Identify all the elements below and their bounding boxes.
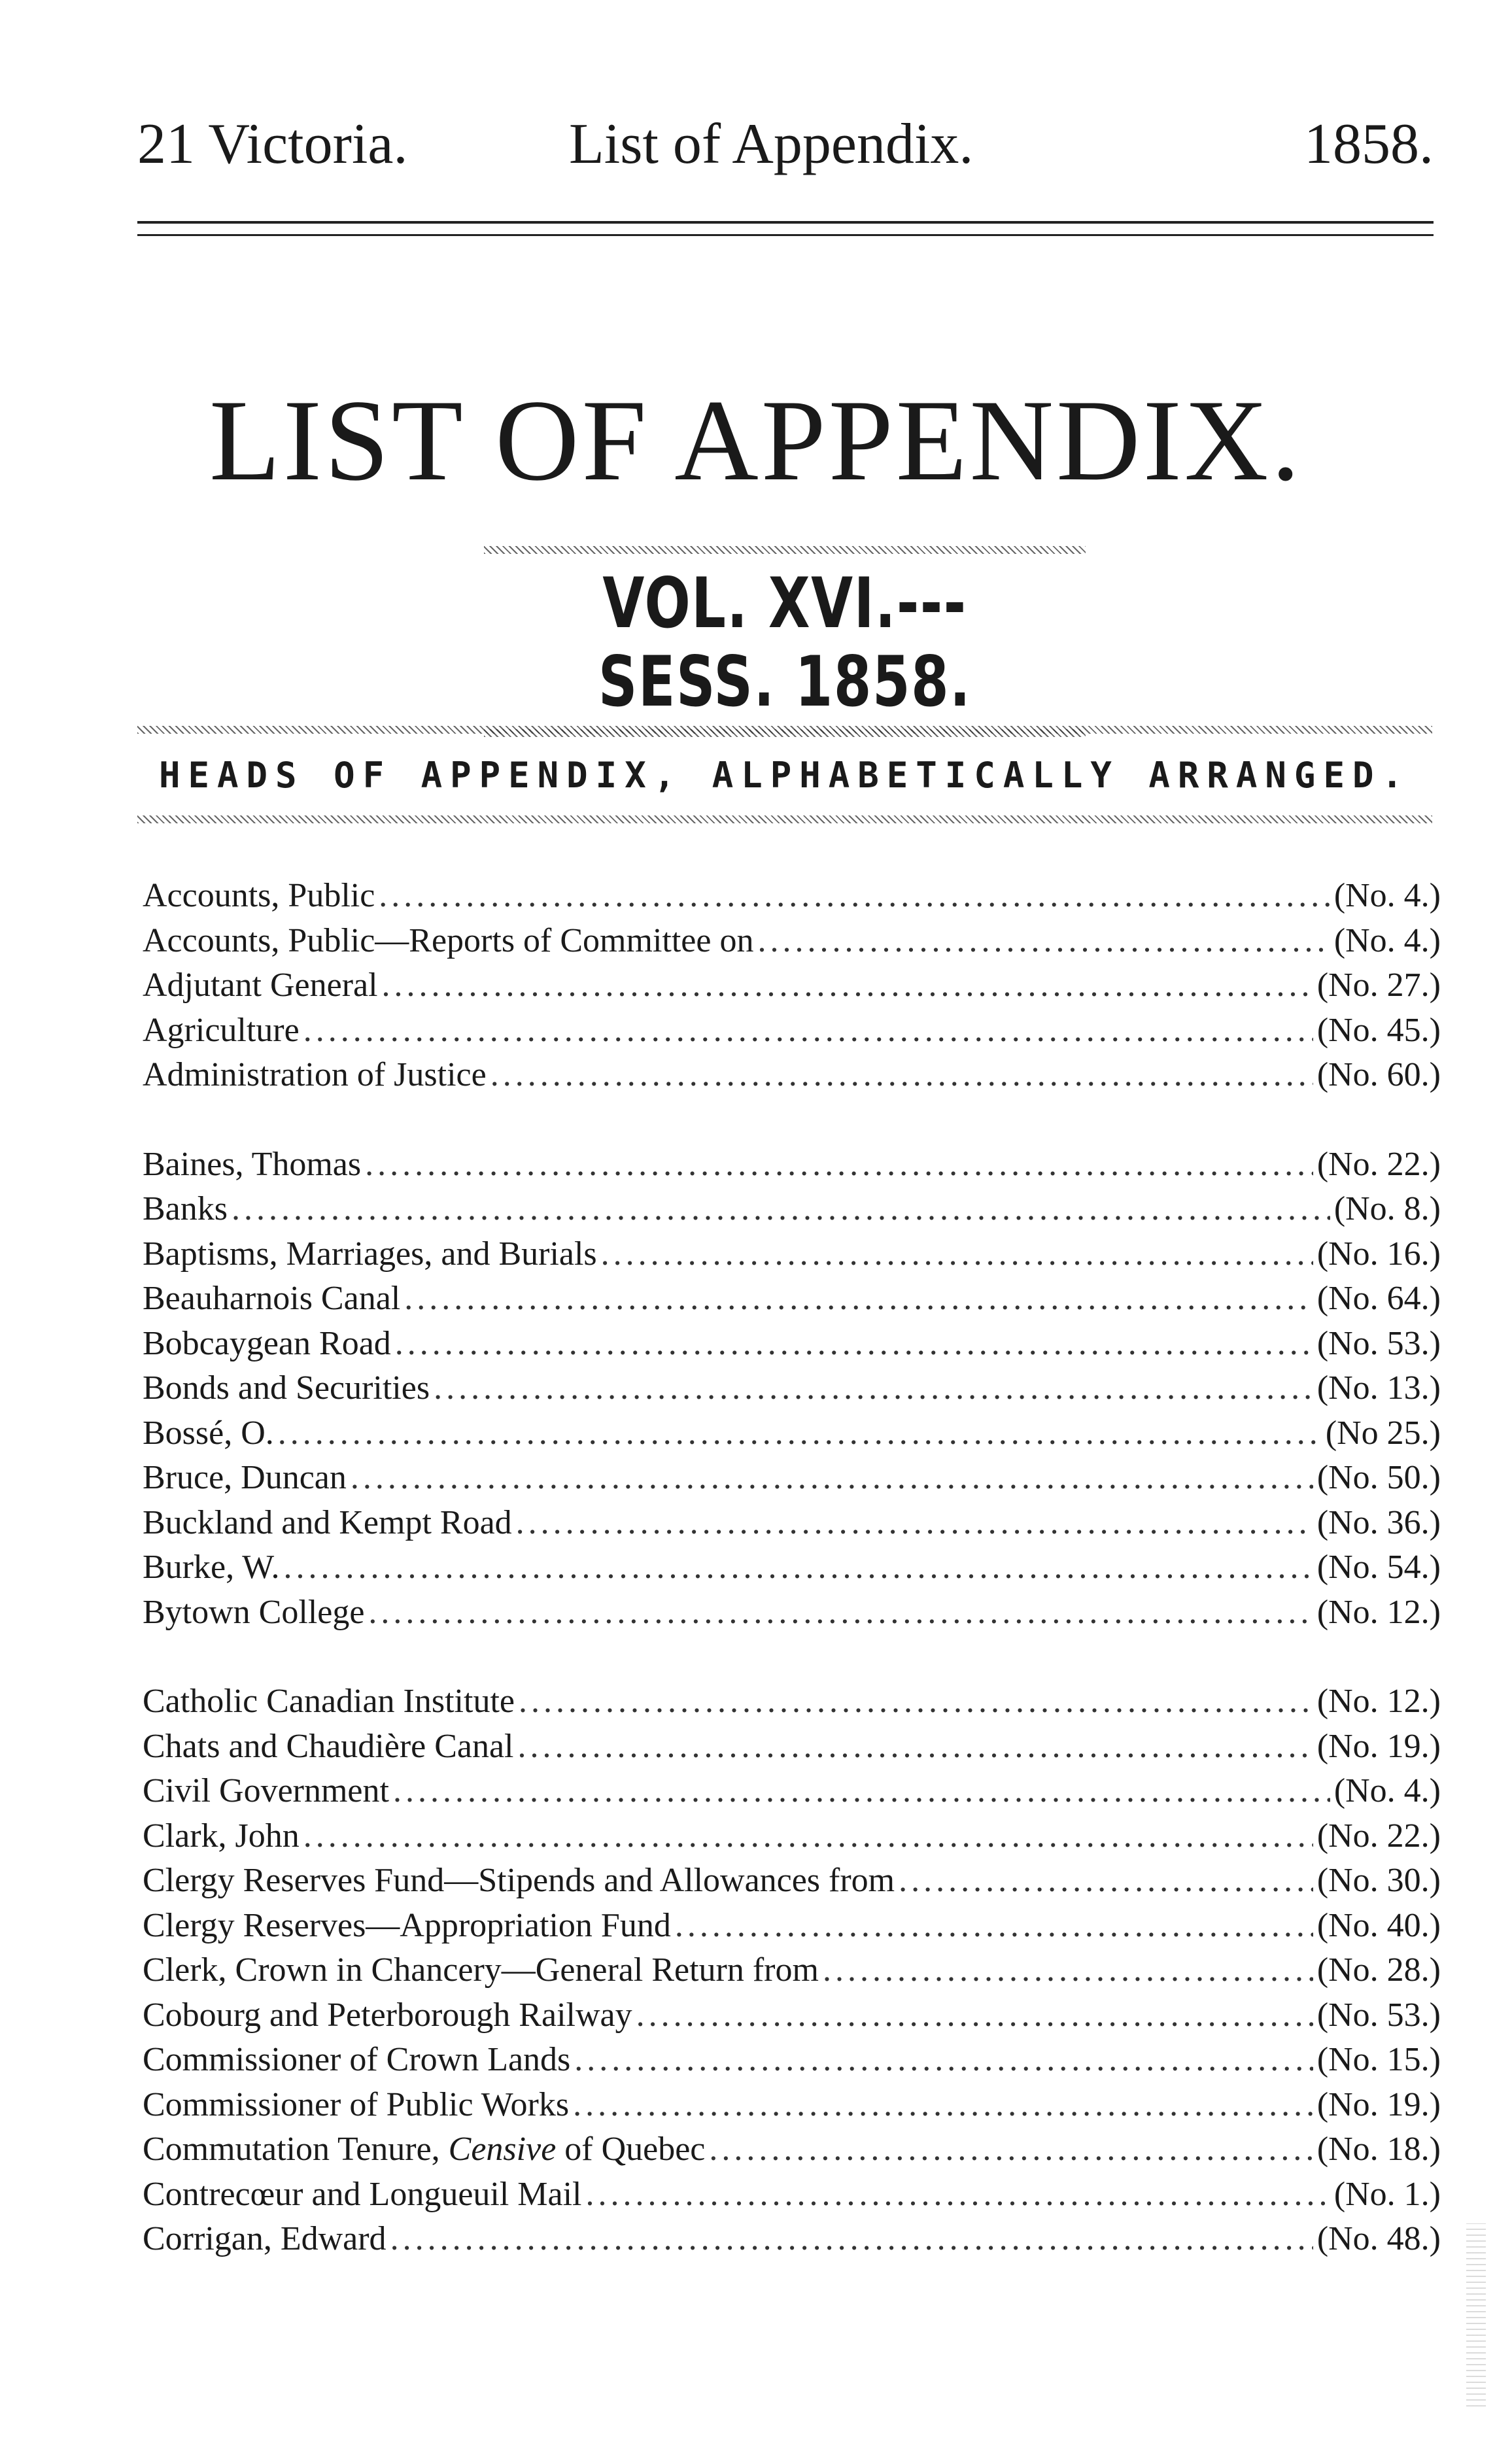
entry-reference: (No. 54.): [1316, 1549, 1441, 1586]
entry-label-text: Corrigan, Edward: [143, 2220, 387, 2257]
dot-leader: [393, 1772, 1330, 1810]
entry-label-text: Clergy Reserves—Appropriation Fund: [143, 1906, 671, 1944]
header-double-rule: [137, 221, 1434, 236]
entry-label-text: Clergy Reserves Fund—Stipends and Allowances from: [143, 1862, 895, 1899]
entry-label-text: Burke, W.: [143, 1549, 280, 1586]
entry-reference: (No. 60.): [1316, 1056, 1441, 1093]
entry-reference: (No. 12.): [1316, 1593, 1441, 1631]
index-entry: [143, 2085, 1441, 2131]
entry-label: [143, 1772, 389, 1810]
index-entry: [143, 921, 1441, 967]
wavy-rule-top: [137, 726, 1432, 734]
index-entry: [143, 1011, 1441, 1056]
entry-label-text: Banks: [143, 1190, 228, 1227]
entry-label: [143, 1727, 514, 1766]
dot-leader: [899, 1861, 1313, 1900]
entry-reference: (No. 4.): [1333, 1772, 1441, 1809]
entry-label: [143, 1414, 274, 1452]
entry-label: [143, 1593, 364, 1632]
entry-reference: (No. 53.): [1316, 1996, 1441, 2034]
page-title: LIST OF APPENDIX.: [209, 375, 1303, 505]
entry-label-text: Contrecœur and Longueuil Mail: [143, 2175, 582, 2213]
scan-artifact: [1466, 2223, 1486, 2406]
dot-leader: [519, 1682, 1313, 1721]
index-entry: [143, 1951, 1441, 1996]
dot-leader: [379, 876, 1330, 915]
dot-leader: [709, 2130, 1313, 2168]
entry-reference: (No. 8.): [1333, 1190, 1441, 1227]
entry-label-text: Agriculture: [143, 1011, 300, 1049]
volume-heading: VOL. XVI.---SESS. 1858.: [598, 563, 972, 722]
entry-reference: (No. 16.): [1316, 1235, 1441, 1273]
index-entry: [143, 1279, 1441, 1324]
heads-banner: [137, 726, 1432, 823]
index-group: [143, 1682, 1441, 2265]
entry-label-text: Bruce, Duncan: [143, 1459, 347, 1496]
index-entry: [143, 1235, 1441, 1280]
entry-label: [143, 1682, 515, 1721]
index-entry: [143, 1906, 1441, 1951]
dot-leader: [573, 2085, 1313, 2124]
entry-reference: (No. 19.): [1316, 2085, 1441, 2123]
entry-label: [143, 1503, 512, 1542]
dot-leader: [232, 1190, 1330, 1228]
entry-label: [143, 966, 378, 1004]
entry-reference: (No. 12.): [1316, 1683, 1441, 1720]
entry-label: [143, 1324, 391, 1363]
header-year: 1858.: [1304, 112, 1434, 176]
index-entry: [143, 2130, 1441, 2175]
dot-leader: [283, 1548, 1313, 1586]
entry-reference: (No 25.): [1325, 1414, 1441, 1452]
index-entry: [143, 1996, 1441, 2041]
entry-label-text: Accounts, Public: [143, 877, 375, 914]
index-entry: [143, 1548, 1441, 1593]
entry-reference: (No. 4.): [1333, 921, 1441, 959]
dot-leader: [490, 1055, 1313, 1094]
entry-label-text: Clerk, Crown in Chancery—General Return from: [143, 1951, 819, 1989]
entry-reference: (No. 36.): [1316, 1503, 1441, 1541]
entry-label-suffix: of Quebec: [556, 2131, 706, 2168]
index-group: [143, 1145, 1441, 1638]
entry-label-text: Bytown College: [143, 1593, 365, 1631]
entry-label: [143, 1996, 632, 2034]
entry-label: [143, 1548, 279, 1586]
entry-reference: (No. 28.): [1316, 1951, 1441, 1989]
entry-label-text: Catholic Canadian Institute: [143, 1683, 515, 1720]
entry-reference: (No. 45.): [1316, 1011, 1441, 1049]
entry-label: [143, 1951, 819, 1989]
entry-label-text: Administration of Justice: [143, 1056, 487, 1093]
entry-label: [143, 1458, 347, 1497]
index-entry: [143, 876, 1441, 921]
index-entry: [143, 1414, 1441, 1459]
entry-reference: (No. 22.): [1316, 1817, 1441, 1855]
entry-reference: (No. 48.): [1316, 2220, 1441, 2257]
index-entry: [143, 1727, 1441, 1772]
index-entry: [143, 1772, 1441, 1817]
dot-leader: [757, 921, 1330, 960]
entry-label-text: Bobcaygean Road: [143, 1324, 391, 1362]
index-entry: [143, 1593, 1441, 1638]
header-regnal-year: 21 Victoria.: [137, 112, 408, 176]
index-entry: [143, 1190, 1441, 1235]
volume-block: [484, 546, 1086, 737]
entry-reference: (No. 30.): [1316, 1862, 1441, 1899]
index-entry: [143, 1145, 1441, 1190]
entry-reference: (No. 22.): [1316, 1145, 1441, 1183]
index-entry: [143, 2040, 1441, 2085]
dot-leader: [434, 1369, 1313, 1407]
entry-label-text: Adjutant General: [143, 967, 378, 1004]
heads-heading: HEADS OF APPENDIX, ALPHABETICALLY ARRANGED.: [159, 755, 1411, 796]
entry-label-text: Commissioner of Crown Lands: [143, 2041, 571, 2078]
dot-leader: [636, 1996, 1313, 2034]
index-entry: [143, 1369, 1441, 1414]
dot-leader: [382, 966, 1313, 1004]
entry-label-text: Chats and Chaudière Canal: [143, 1727, 514, 1765]
entry-reference: (No. 15.): [1316, 2041, 1441, 2078]
dot-leader: [404, 1279, 1313, 1318]
entry-label: [143, 2085, 569, 2124]
entry-label-text: Commutation Tenure,: [143, 2131, 449, 2168]
index-entry: [143, 1861, 1441, 1906]
dot-leader: [303, 1011, 1313, 1050]
dot-leader: [390, 2219, 1313, 2258]
dot-leader: [601, 1235, 1313, 1273]
index-entry: [143, 1458, 1441, 1503]
entry-label: [143, 2175, 582, 2214]
entry-label: [143, 1145, 361, 1184]
entry-label: [143, 1906, 671, 1945]
index-entry: [143, 1817, 1441, 1862]
entry-label: [143, 1369, 430, 1407]
entry-label-text: Clark, John: [143, 1817, 300, 1855]
entry-label-text: Commissioner of Public Works: [143, 2085, 570, 2123]
index-entry: [143, 1055, 1441, 1101]
entry-reference: (No. 4.): [1333, 877, 1441, 914]
appendix-index: [143, 876, 1441, 2309]
entry-label: [143, 2219, 387, 2258]
running-header: [137, 111, 1434, 183]
index-group: [143, 876, 1441, 1101]
entry-reference: (No. 13.): [1316, 1369, 1441, 1407]
dot-leader: [518, 1727, 1313, 1766]
entry-label-text: Accounts, Public—Reports of Committee on: [143, 921, 754, 959]
entry-reference: (No. 27.): [1316, 967, 1441, 1004]
entry-label: [143, 2040, 570, 2079]
dot-leader: [303, 1817, 1313, 1855]
dot-leader: [278, 1414, 1322, 1452]
entry-label-text: Bossé, O.: [143, 1414, 274, 1452]
entry-label-text: Bonds and Securities: [143, 1369, 430, 1407]
entry-label: [143, 921, 753, 960]
entry-reference: (No. 64.): [1316, 1280, 1441, 1317]
entry-label: [143, 2130, 705, 2168]
entry-reference: (No. 40.): [1316, 1906, 1441, 1944]
entry-reference: (No. 53.): [1316, 1324, 1441, 1362]
header-title: List of Appendix.: [569, 112, 974, 176]
entry-label: [143, 1190, 228, 1228]
dot-leader: [395, 1324, 1313, 1363]
entry-reference: (No. 1.): [1333, 2175, 1441, 2213]
entry-label: [143, 1055, 487, 1094]
entry-label-text: Baptisms, Marriages, and Burials: [143, 1235, 597, 1273]
dot-leader: [365, 1145, 1313, 1184]
entry-reference: (No. 18.): [1316, 2131, 1441, 2168]
entry-label: [143, 1011, 300, 1050]
index-entry: [143, 1324, 1441, 1369]
entry-label-text: Baines, Thomas: [143, 1145, 362, 1183]
dot-leader: [823, 1951, 1313, 1989]
entry-reference: (No. 50.): [1316, 1459, 1441, 1496]
index-entry: [143, 2219, 1441, 2265]
index-entry: [143, 2175, 1441, 2220]
dot-leader: [574, 2040, 1313, 2079]
index-entry: [143, 966, 1441, 1011]
entry-label-text: Cobourg and Peterborough Railway: [143, 1996, 632, 2034]
entry-label-text: Buckland and Kempt Road: [143, 1503, 512, 1541]
entry-label-text: Beauharnois Canal: [143, 1280, 401, 1317]
dot-leader: [351, 1458, 1313, 1497]
entry-label: [143, 1817, 300, 1855]
wavy-rule-bottom: [137, 815, 1432, 823]
entry-label: [143, 1235, 597, 1273]
entry-label-text: Civil Government: [143, 1772, 389, 1809]
dot-leader: [368, 1593, 1313, 1632]
entry-label-italic: Censive: [448, 2131, 557, 2168]
entry-label: [143, 1861, 895, 1900]
dot-leader: [586, 2175, 1330, 2214]
index-entry: [143, 1503, 1441, 1549]
index-entry: [143, 1682, 1441, 1727]
dot-leader: [516, 1503, 1313, 1542]
entry-label: [143, 1279, 400, 1318]
dot-leader: [675, 1906, 1313, 1945]
entry-label: [143, 876, 375, 915]
wavy-rule-top: [484, 546, 1086, 554]
entry-reference: (No. 19.): [1316, 1727, 1441, 1765]
